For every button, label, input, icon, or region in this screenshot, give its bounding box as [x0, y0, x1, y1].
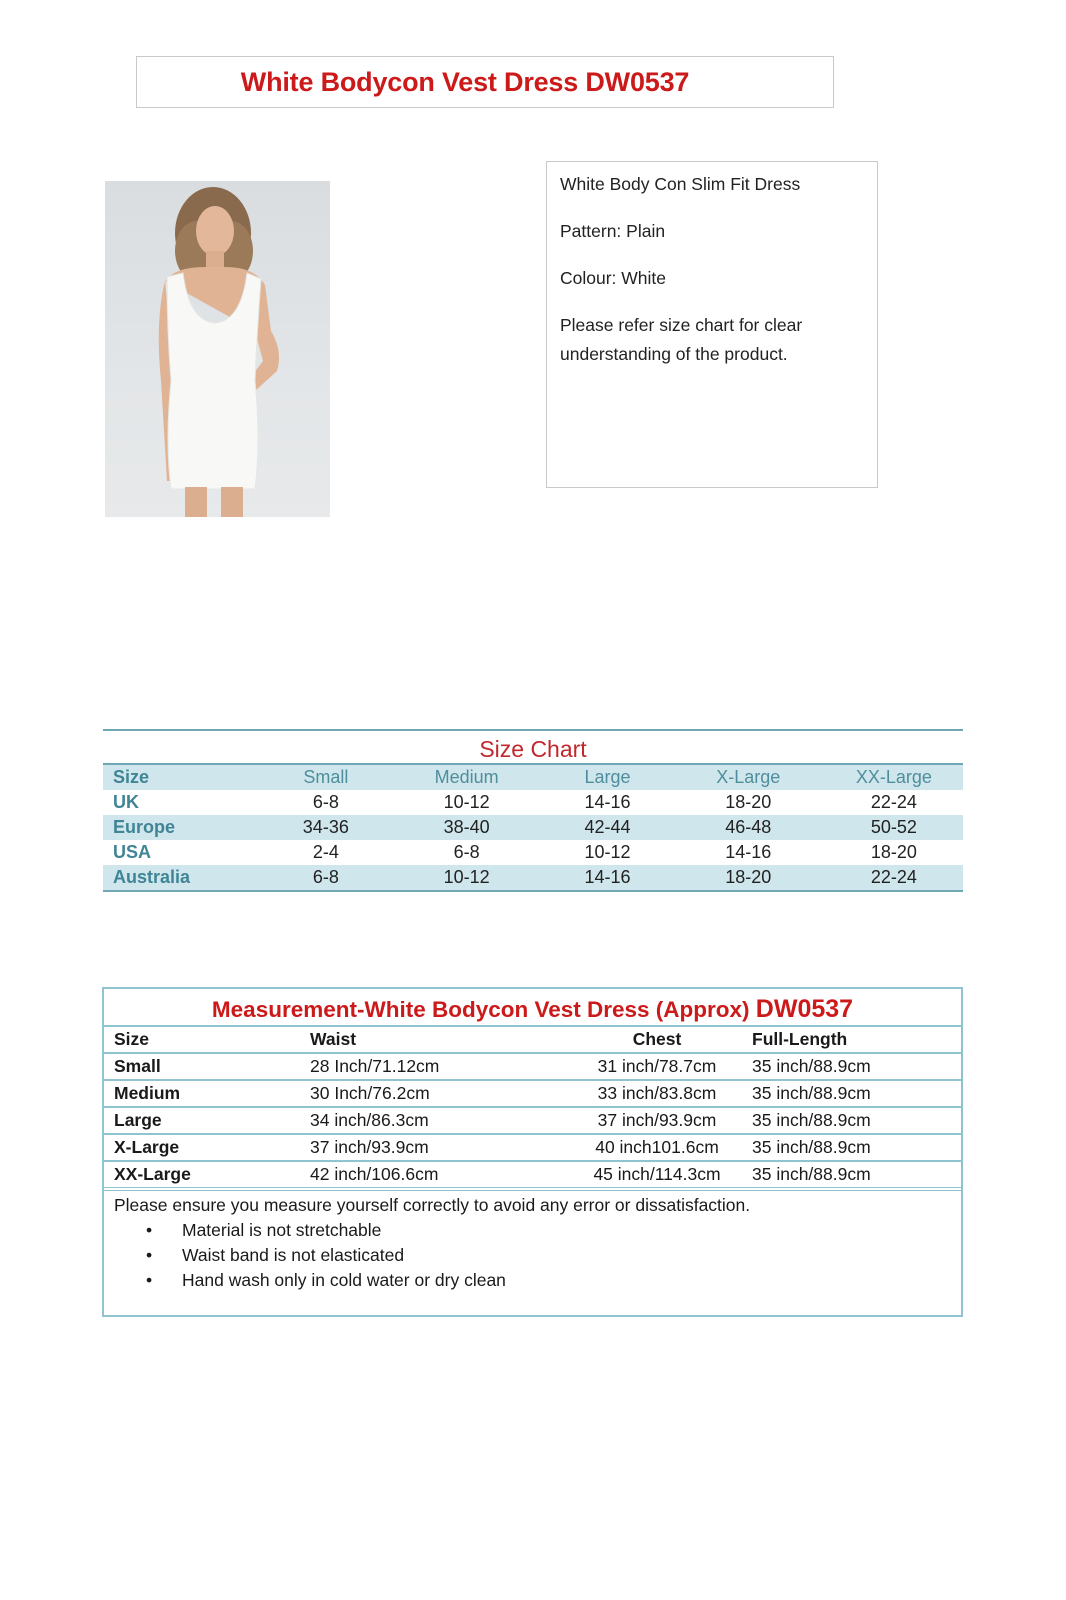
- chest-cell: 37 inch/93.9cm: [597, 1110, 717, 1130]
- size-cell: Large: [114, 1110, 162, 1130]
- list-item: [114, 1243, 951, 1268]
- measurement-table: [102, 987, 963, 1317]
- table-row: [104, 1134, 961, 1161]
- length-cell: 35 inch/88.9cm: [752, 1083, 871, 1103]
- table-row: [103, 815, 963, 840]
- waist-cell: 34 inch/86.3cm: [310, 1110, 429, 1130]
- size-cell: Medium: [114, 1083, 181, 1103]
- column-header: Size: [114, 1029, 150, 1049]
- size-chart-title: Size Chart: [479, 736, 587, 762]
- size-chart: [103, 729, 963, 892]
- table-cell: 22-24: [825, 865, 963, 891]
- description-pattern: Pattern: Plain: [560, 221, 666, 241]
- table-cell: 50-52: [825, 815, 963, 840]
- care-list: [114, 1218, 951, 1293]
- waist-cell: 42 inch/106.6cm: [310, 1164, 439, 1184]
- column-header: Full-Length: [752, 1029, 848, 1049]
- row-label: Australia: [103, 865, 262, 891]
- measurement-title: [104, 989, 961, 1027]
- list-item: [114, 1218, 951, 1243]
- length-cell: 35 inch/88.9cm: [752, 1110, 871, 1130]
- column-header: Large: [543, 764, 671, 790]
- list-item: [114, 1268, 951, 1293]
- size-cell: X-Large: [114, 1137, 180, 1157]
- length-cell: 35 inch/88.9cm: [752, 1056, 871, 1076]
- table-cell: 14-16: [725, 842, 772, 862]
- bullet-icon: •: [146, 1245, 153, 1265]
- page-title: White Bodycon Vest Dress DW0537: [240, 66, 690, 97]
- table-cell: 18-20: [870, 842, 917, 862]
- product-photo: [105, 181, 330, 517]
- size-cell: Small: [114, 1056, 161, 1076]
- table-cell: 42-44: [543, 815, 671, 840]
- table-cell: 46-48: [672, 815, 825, 840]
- measurement-code: DW0537: [755, 995, 854, 1023]
- title-box: [136, 56, 834, 108]
- table-row: [103, 840, 963, 865]
- table-row: [104, 1053, 961, 1080]
- list-item-text: Hand wash only in cold water or dry clean: [182, 1270, 506, 1290]
- care-notes: [104, 1191, 961, 1295]
- table-row: [103, 790, 963, 815]
- table-row: [103, 865, 963, 891]
- waist-cell: 30 Inch/76.2cm: [310, 1083, 430, 1103]
- column-header: Chest: [632, 1029, 682, 1049]
- column-header: X-Large: [672, 764, 825, 790]
- table-row: [104, 1080, 961, 1107]
- chest-cell: 45 inch/114.3cm: [593, 1164, 721, 1184]
- list-item-text: Material is not stretchable: [182, 1220, 382, 1240]
- chest-cell: 40 inch101.6cm: [595, 1137, 719, 1157]
- table-cell: 38-40: [390, 815, 543, 840]
- waist-cell: 28 Inch/71.12cm: [310, 1056, 440, 1076]
- table-row: [104, 1107, 961, 1134]
- table-cell: 6-8: [312, 792, 339, 812]
- table-cell: 10-12: [584, 842, 631, 862]
- column-header: Small: [262, 764, 390, 790]
- description-colour: Colour: White: [560, 268, 667, 288]
- description-name: White Body Con Slim Fit Dress: [560, 174, 801, 194]
- table-cell: 18-20: [725, 792, 772, 812]
- size-chart-table: [103, 763, 963, 892]
- measure-note: Please ensure you measure yourself correctly to avoid any error or dissatisfaction.: [114, 1195, 751, 1215]
- row-label: Europe: [103, 815, 262, 840]
- chest-cell: 31 inch/78.7cm: [597, 1056, 717, 1076]
- table-row: [104, 1161, 961, 1189]
- row-label: USA: [113, 842, 152, 862]
- table-cell: 6-8: [262, 865, 390, 891]
- bullet-icon: •: [146, 1220, 153, 1240]
- table-cell: 10-12: [390, 865, 543, 891]
- size-chart-header-row: [103, 764, 963, 790]
- table-cell: 22-24: [870, 792, 917, 812]
- waist-cell: 37 inch/93.9cm: [310, 1137, 429, 1157]
- length-cell: 35 inch/88.9cm: [752, 1164, 871, 1184]
- list-item-text: Waist band is not elasticated: [182, 1245, 405, 1265]
- table-cell: 18-20: [672, 865, 825, 891]
- table-cell: 10-12: [443, 792, 490, 812]
- table-cell: 2-4: [312, 842, 339, 862]
- table-cell: 14-16: [584, 792, 631, 812]
- model-image-icon: [105, 181, 330, 517]
- table-cell: 14-16: [543, 865, 671, 891]
- column-header: Waist: [310, 1029, 357, 1049]
- measurement-title-text: Measurement-White Bodycon Vest Dress (Approx): [211, 997, 750, 1022]
- column-header: XX-Large: [825, 764, 963, 790]
- table-cell: 6-8: [453, 842, 480, 862]
- length-cell: 35 inch/88.9cm: [752, 1137, 871, 1157]
- table-cell: 34-36: [262, 815, 390, 840]
- column-header: Medium: [390, 764, 543, 790]
- column-header: Size: [103, 764, 262, 790]
- row-label: UK: [113, 792, 139, 812]
- bullet-icon: •: [146, 1270, 153, 1290]
- chest-cell: 33 inch/83.8cm: [597, 1083, 717, 1103]
- measurement-grid: [104, 1027, 961, 1191]
- description-box: [546, 161, 878, 488]
- description-note: Please refer size chart for clear understanding of the product.: [560, 315, 803, 364]
- size-cell: XX-Large: [114, 1164, 191, 1184]
- measurement-header-row: [104, 1027, 961, 1053]
